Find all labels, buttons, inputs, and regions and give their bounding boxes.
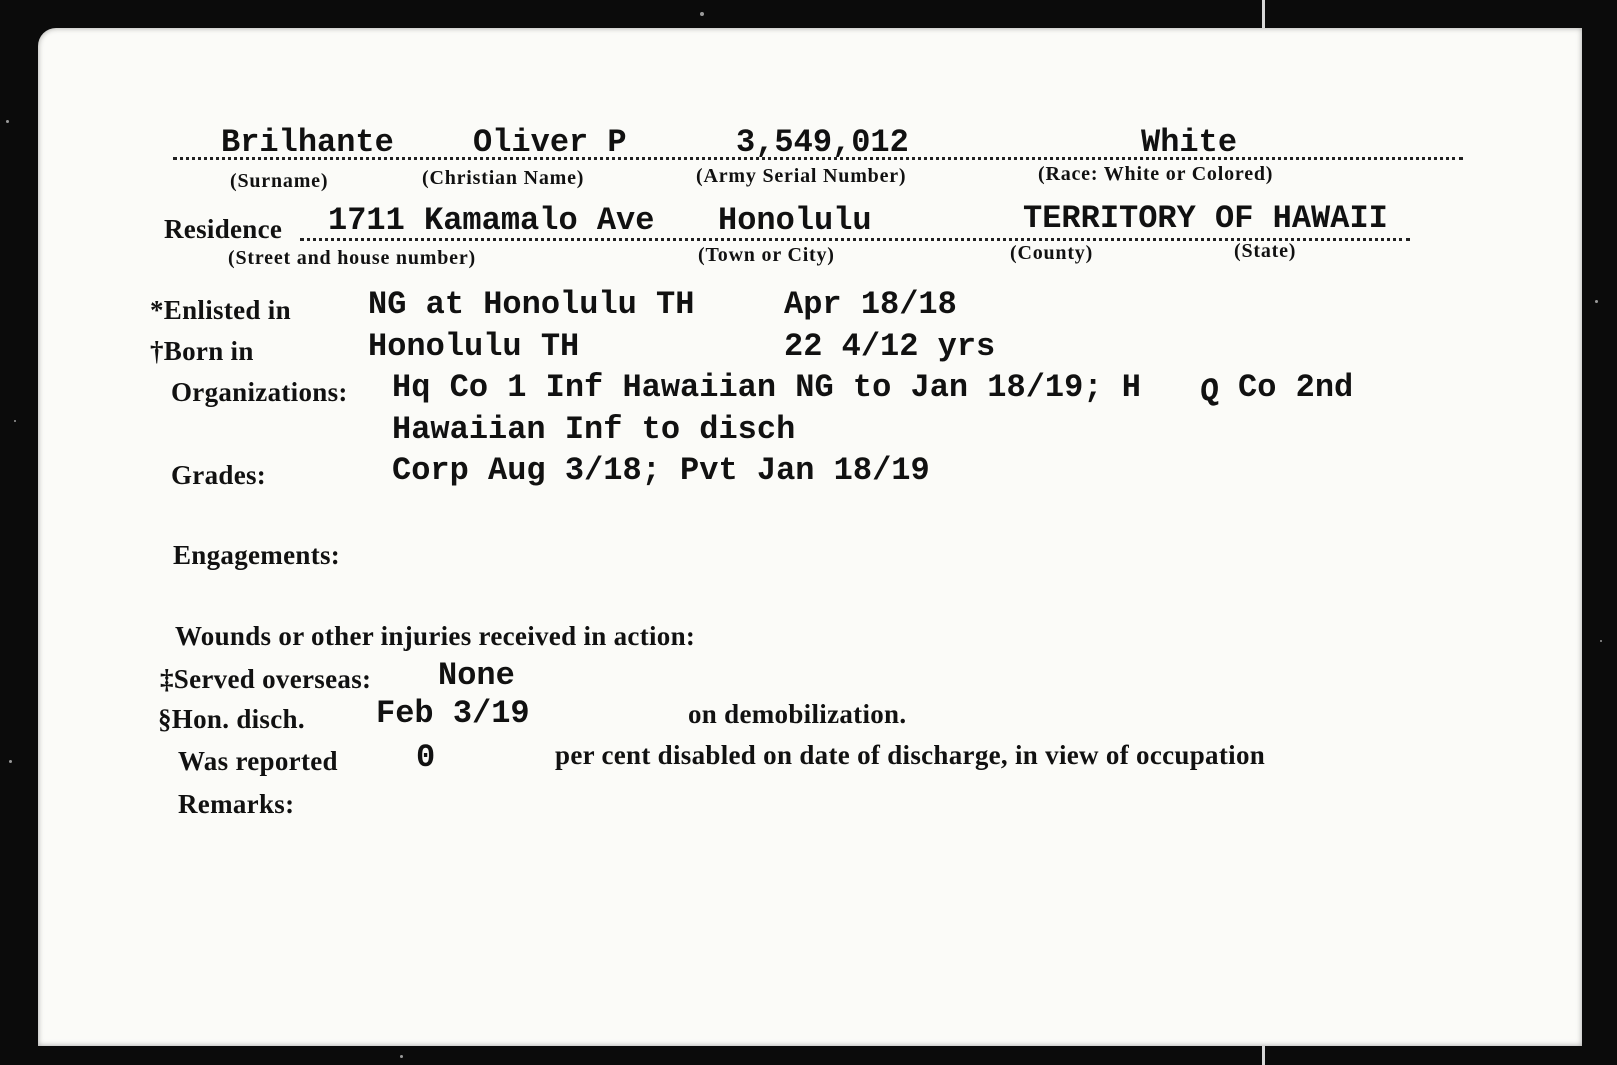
born-value: Honolulu TH xyxy=(368,328,580,365)
serial-number-caption: (Army Serial Number) xyxy=(696,165,907,187)
overseas-value: None xyxy=(438,657,515,694)
disch-label: §Hon. disch. xyxy=(158,704,305,734)
town-value: Honolulu xyxy=(718,202,872,239)
organizations-line1: Hq Co 1 Inf Hawaiian NG to Jan 18/19; H xyxy=(392,369,1141,406)
residence-label: Residence xyxy=(164,214,283,244)
christian-name-value: Oliver P xyxy=(473,124,627,161)
serial-number-value: 3,549,012 xyxy=(736,124,909,161)
film-speck xyxy=(6,120,9,123)
film-speck xyxy=(14,420,16,422)
enlisted-date: Apr 18/18 xyxy=(784,286,957,323)
film-speck xyxy=(9,760,12,763)
organizations-label: Organizations: xyxy=(171,377,348,407)
film-speck xyxy=(1595,300,1598,303)
service-record-card xyxy=(38,28,1582,1046)
film-edge-line xyxy=(1262,1046,1265,1065)
christian-name-caption: (Christian Name) xyxy=(422,167,585,189)
wounds-label: Wounds or other injuries received in action: xyxy=(175,621,696,651)
surname-value: Brilhante xyxy=(221,124,394,161)
organizations-line2: Hawaiian Inf to disch xyxy=(392,411,796,448)
grades-value: Corp Aug 3/18; Pvt Jan 18/19 xyxy=(392,452,930,489)
enlisted-value: NG at Honolulu TH xyxy=(368,286,695,323)
disch-suffix: on demobilization. xyxy=(688,699,907,729)
grades-label: Grades: xyxy=(171,460,267,490)
street-value: 1711 Kamamalo Ave xyxy=(328,202,655,239)
race-value: White xyxy=(1141,124,1238,161)
disch-value: Feb 3/19 xyxy=(376,695,530,732)
surname-caption: (Surname) xyxy=(230,170,329,192)
film-speck xyxy=(1600,640,1602,642)
organizations-correction: Q xyxy=(1196,371,1223,412)
town-caption: (Town or City) xyxy=(698,244,835,266)
film-speck xyxy=(400,1055,403,1058)
county-state-value: TERRITORY OF HAWAII xyxy=(1023,200,1388,237)
film-edge-line xyxy=(1262,0,1265,28)
organizations-line1-end: Co 2nd xyxy=(1238,369,1354,406)
reported-suffix: per cent disabled on date of discharge, in view of occupation xyxy=(555,740,1266,770)
state-caption: (State) xyxy=(1234,240,1297,262)
film-speck xyxy=(700,12,704,16)
born-label: †Born in xyxy=(150,336,254,366)
reported-label: Was reported xyxy=(178,746,338,776)
reported-value: 0 xyxy=(416,739,436,776)
born-age: 22 4/12 yrs xyxy=(784,328,996,365)
street-caption: (Street and house number) xyxy=(228,247,476,269)
engagements-label: Engagements: xyxy=(173,540,341,570)
remarks-label: Remarks: xyxy=(178,789,295,819)
overseas-label: ‡Served overseas: xyxy=(160,664,372,694)
county-caption: (County) xyxy=(1010,242,1094,264)
enlisted-label: *Enlisted in xyxy=(150,295,291,325)
race-caption: (Race: White or Colored) xyxy=(1038,163,1274,185)
